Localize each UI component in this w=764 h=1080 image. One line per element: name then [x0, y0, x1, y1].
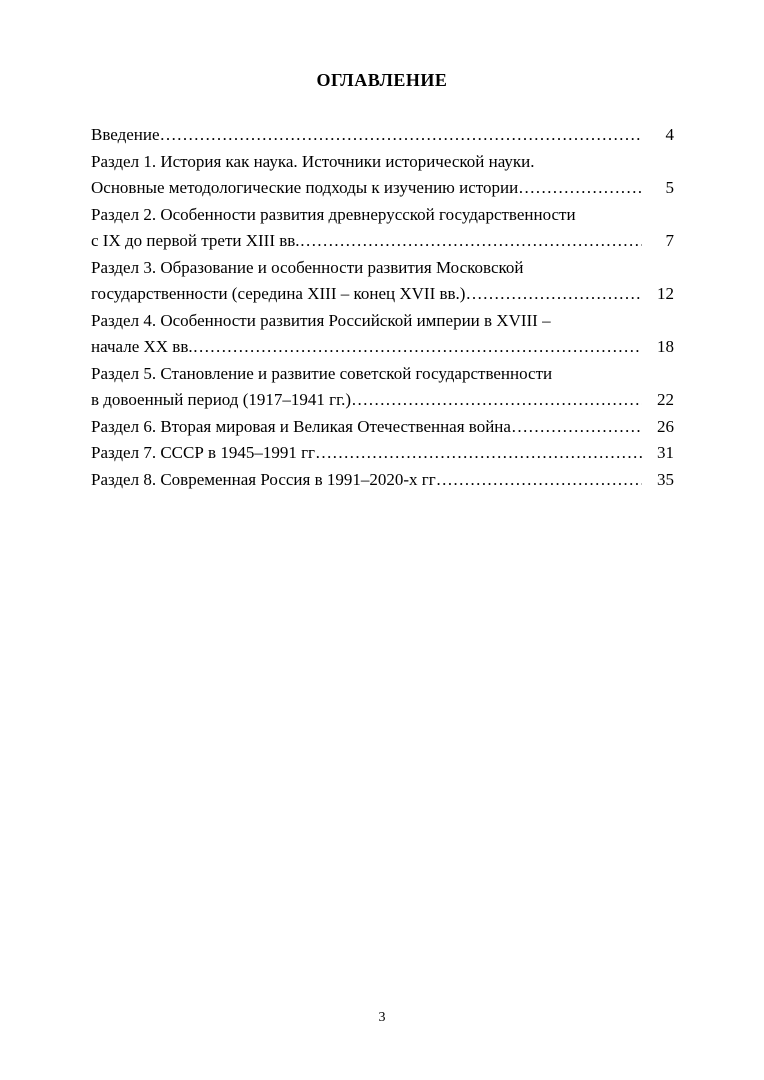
toc-entry[interactable] — [91, 122, 674, 149]
toc-page-number: 7 — [665, 231, 674, 250]
toc-entry[interactable] — [91, 414, 674, 441]
toc-entry-line — [91, 334, 674, 361]
toc-entry-text: Раздел 8. Современная Россия в 1991–2020-х гг — [91, 469, 436, 489]
toc-leader-dots — [315, 440, 642, 467]
toc-entry-text: Введение — [91, 125, 160, 144]
toc-page-number: 22 — [657, 390, 674, 409]
toc-entry[interactable] — [91, 149, 674, 202]
toc-leader-dots — [518, 175, 642, 202]
toc-page-number: 4 — [665, 125, 674, 144]
toc-entry-line — [91, 308, 674, 335]
toc-entry-line — [91, 440, 674, 467]
toc-entry-text: Раздел 2. Особенности развития древнерусской государственности — [91, 204, 576, 224]
toc-entry-line — [91, 122, 674, 149]
toc-entry[interactable] — [91, 361, 674, 414]
table-of-contents — [91, 122, 674, 493]
toc-entry-text: Раздел 3. Образование и особенности развития Московской — [91, 257, 524, 277]
toc-entry-line — [91, 414, 674, 441]
toc-entry-line — [91, 467, 674, 494]
toc-leader-dots — [511, 414, 642, 441]
toc-entry[interactable] — [91, 308, 674, 361]
toc-entry-text: в довоенный период (1917–1941 гг.) — [91, 390, 352, 409]
toc-entry-line — [91, 387, 674, 414]
toc-leader-dots — [160, 122, 642, 149]
toc-entry-text: Основные методологические подходы к изучению истории — [91, 178, 519, 197]
toc-entry-line — [91, 175, 674, 202]
toc-leader-dots — [436, 467, 642, 494]
toc-entry-text: начале XX вв. — [91, 337, 193, 356]
toc-leader-dots — [465, 281, 642, 308]
toc-page-number: 31 — [657, 443, 674, 462]
toc-entry-text: государственности (середина XIII – конец XVII вв.) — [91, 284, 466, 303]
toc-entry-text: Раздел 6. Вторая мировая и Великая Отечественная война — [91, 416, 511, 436]
toc-entry-line — [91, 149, 674, 176]
toc-entry-line — [91, 361, 674, 388]
toc-leader-dots — [300, 228, 642, 255]
toc-page-number: 26 — [657, 416, 674, 436]
toc-entry-line — [91, 281, 674, 308]
page-title: ОГЛАВЛЕНИЕ — [316, 70, 448, 90]
toc-entry[interactable] — [91, 440, 674, 467]
toc-entry-text: Раздел 4. Особенности развития Российской империи в XVIII – — [91, 310, 551, 330]
toc-entry[interactable] — [91, 467, 674, 494]
toc-page-number: 18 — [657, 337, 674, 356]
toc-page-number: 5 — [665, 178, 674, 197]
toc-entry[interactable] — [91, 255, 674, 308]
toc-entry-line — [91, 202, 674, 229]
toc-leader-dots — [351, 387, 642, 414]
toc-entry-line — [91, 255, 674, 282]
toc-page-number: 12 — [657, 284, 674, 303]
toc-entry[interactable] — [91, 202, 674, 255]
toc-page-number: 35 — [657, 469, 674, 489]
page-number: 3 — [378, 1010, 386, 1025]
toc-entry-text: Раздел 5. Становление и развитие советской государственности — [91, 363, 553, 383]
toc-entry-text: с IX до первой трети XIII вв. — [91, 231, 300, 250]
toc-entry-text: Раздел 7. СССР в 1945–1991 гг — [91, 443, 316, 462]
toc-entry-line — [91, 228, 674, 255]
toc-entry-text: Раздел 1. История как наука. Источники исторической науки. — [91, 151, 535, 171]
toc-leader-dots — [193, 334, 642, 361]
